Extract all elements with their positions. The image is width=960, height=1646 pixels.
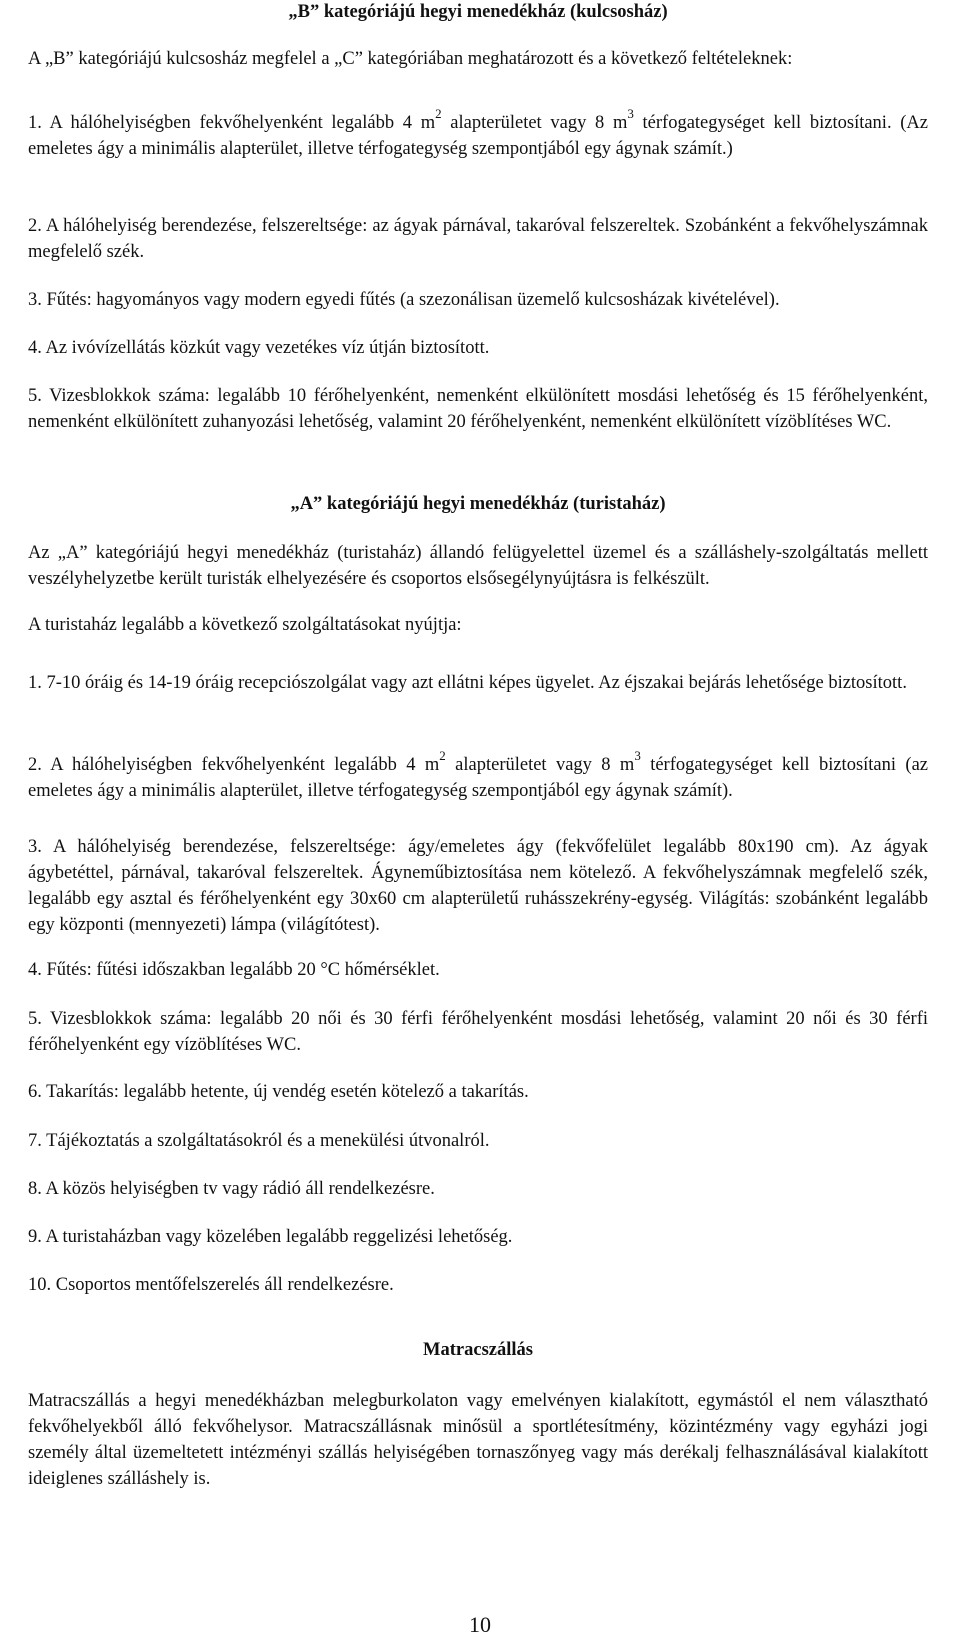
section-b-item-1-pre: 1. A hálóhelyiségben fekvőhelyenként legalább 4 m (28, 113, 436, 133)
section-a-item-7: 7. Tájékoztatás a szolgáltatásokról és a menekülési útvonalról. (28, 1131, 490, 1151)
section-b-item-4: 4. Az ivóvízellátás közkút vagy vezetékes víz útján biztosított. (28, 338, 490, 358)
section-matrac-title: Matracszállás (423, 1340, 533, 1360)
section-b-item-3: 3. Fűtés: hagyományos vagy modern egyedi fűtés (a szezonálisan üzemelő kulcsosházak kivételével). (28, 290, 780, 310)
section-a-item-8: 8. A közös helyiségben tv vagy rádió áll rendelkezésre. (28, 1179, 435, 1199)
section-a-item-2 (28, 748, 928, 804)
page-number: 10 (469, 1612, 491, 1637)
section-a-intro: Az „A” kategóriájú hegyi menedékház (turistaház) állandó felügyelettel üzemel és a szálláshely-szolgáltatás mellett veszélyhelyzetbe került turisták elhelyezésére és csoportos elsősegélynyújtásra is felkészült. (28, 543, 928, 589)
section-a-item-10: 10. Csoportos mentőfelszerelés áll rendelkezésre. (28, 1275, 394, 1295)
section-a-item-4: 4. Fűtés: fűtési időszakban legalább 20 °C hőmérséklet. (28, 960, 440, 980)
section-a-title: „A” kategóriájú hegyi menedékház (turistaház) (290, 494, 666, 514)
section-a-services-intro: A turistaház legalább a következő szolgáltatásokat nyújtja: (28, 615, 462, 635)
section-a-item-9: 9. A turistaházban vagy közelében legalább reggelizési lehetőség. (28, 1227, 513, 1247)
section-a-item-1: 1. 7-10 óráig és 14-19 óráig recepciószolgálat vagy azt ellátni képes ügyelet. Az éjszakai bejárás lehetősége biztosított. (28, 673, 907, 693)
section-b-item-5: 5. Vizesblokkok száma: legalább 10 férőhelyenként, nemenként elkülönített mosdási lehetőség és 15 férőhelyenként, nemenként elkülönített zuhanyozási lehetőség, valamint 20 férőhelyenként, nemenként elkülönített vízöblítéses WC. (28, 386, 928, 432)
section-a-item-2-sup-volume: 3 (634, 748, 641, 763)
section-b-intro: A „B” kategóriájú kulcsosház megfelel a „C” kategóriában meghatározott és a következő feltételeknek: (28, 49, 793, 69)
section-a-item-3: 3. A hálóhelyiség berendezése, felszereltsége: ágy/emeletes ágy (fekvőfelület legalább 80x190 cm). Az ágyak ágybetéttel, párnával, takaróval felszereltek. Ágyneműbiztosítása nem kötelező. A fekvőhelyszámnak megfelelő szék, legalább egy asztal és férőhelyenként egy 30x60 cm alapterületű ruhásszekrény-egység. Világítás: szobánként legalább egy központi (mennyezeti) lámpa (világítótest). (28, 837, 928, 935)
section-matrac-body: Matracszállás a hegyi menedékházban melegburkolaton vagy emelvényen kialakított, egymástól el nem választható fekvőhelyekből álló fekvőhelysor. Matracszállásnak minősül a sportlétesítmény, közintézmény vagy egyházi jogi személy által üzemeltetett intézményi szállás helyiségében tornaszőnyeg vagy más derékalj felhasználásával kialakított ideiglenes szálláshely is. (28, 1391, 928, 1489)
section-b-item-1-sup-area: 2 (435, 106, 442, 121)
section-b-item-2: 2. A hálóhelyiség berendezése, felszereltsége: az ágyak párnával, takaróval felszereltek. Szobánként a fekvőhelyszámnak megfelelő szék. (28, 216, 928, 262)
section-a-item-2-sup-area: 2 (439, 748, 446, 763)
section-b-item-1-sup-volume: 3 (627, 106, 634, 121)
section-a-item-2-pre: 2. A hálóhelyiségben fekvőhelyenként legalább 4 m (28, 755, 440, 775)
section-a-item-2-post: térfogategységet kell biztosítani (az emeletes ágy a minimális alapterület, illetve térfogategység szempontjából egy ágynak számít). (28, 755, 928, 801)
section-a-item-2-mid: alapterületet vagy 8 m (445, 755, 635, 775)
section-b-title: „B” kategóriájú hegyi menedékház (kulcsosház) (288, 2, 668, 22)
section-b-item-1-post: térfogategységet kell biztosítani. (Az emeletes ágy a minimális alapterület, illetve térfogategység szempontjából egy ágynak számít.) (28, 113, 928, 159)
section-a-item-6: 6. Takarítás: legalább hetente, új vendég esetén kötelező a takarítás. (28, 1082, 529, 1102)
section-b-item-1-mid: alapterületet vagy 8 m (441, 113, 628, 133)
section-a-item-5: 5. Vizesblokkok száma: legalább 20 női és 30 férfi férőhelyenként mosdási lehetőség, valamint 20 női és 30 férfi férőhelyenként egy vízöblítéses WC. (28, 1009, 928, 1055)
section-b-item-1 (28, 106, 928, 162)
